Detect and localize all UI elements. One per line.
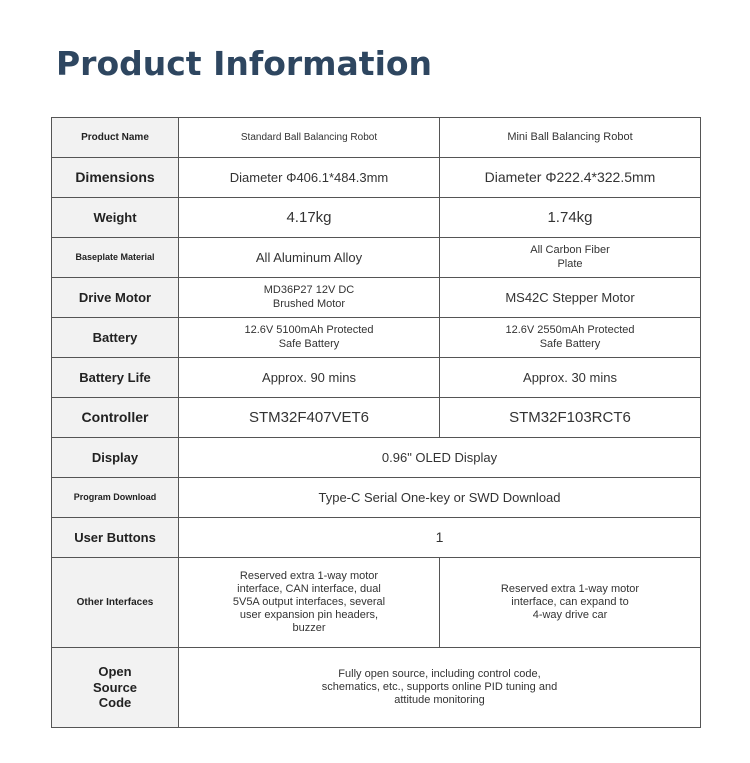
- row-label: Dimensions: [52, 158, 179, 198]
- standard-value: Standard Ball Balancing Robot: [179, 118, 440, 158]
- row-label: Battery Life: [52, 358, 179, 398]
- table-row: [52, 358, 701, 398]
- mini-value: Approx. 30 mins: [440, 358, 701, 398]
- product-spec-table: [51, 117, 701, 728]
- row-label: User Buttons: [52, 518, 179, 558]
- standard-value: 4.17kg: [179, 198, 440, 238]
- table-row: [52, 518, 701, 558]
- mini-value: All Carbon Fiber Plate: [440, 238, 701, 278]
- shared-value: 1: [179, 518, 701, 558]
- table-row: [52, 118, 701, 158]
- standard-value: STM32F407VET6: [179, 398, 440, 438]
- shared-value: Fully open source, including control code, schematics, etc., supports online PID tuning and attitude monitoring: [179, 648, 701, 728]
- row-label: Controller: [52, 398, 179, 438]
- table-row: [52, 398, 701, 438]
- standard-value: Diameter Φ406.1*484.3mm: [179, 158, 440, 198]
- row-label: Program Download: [52, 478, 179, 518]
- row-label: Open Source Code: [52, 648, 179, 728]
- shared-value: Type-C Serial One-key or SWD Download: [179, 478, 701, 518]
- mini-value: Mini Ball Balancing Robot: [440, 118, 701, 158]
- mini-value: STM32F103RCT6: [440, 398, 701, 438]
- table-row: [52, 318, 701, 358]
- table-row: [52, 158, 701, 198]
- table-row: [52, 238, 701, 278]
- row-label: Weight: [52, 198, 179, 238]
- table-row: [52, 278, 701, 318]
- table-row: [52, 198, 701, 238]
- standard-value: All Aluminum Alloy: [179, 238, 440, 278]
- standard-value: MD36P27 12V DC Brushed Motor: [179, 278, 440, 318]
- table-row: [52, 478, 701, 518]
- standard-value: 12.6V 5100mAh Protected Safe Battery: [179, 318, 440, 358]
- table-row: [52, 438, 701, 478]
- shared-value: 0.96" OLED Display: [179, 438, 701, 478]
- standard-value: Approx. 90 mins: [179, 358, 440, 398]
- row-label: Display: [52, 438, 179, 478]
- standard-value: Reserved extra 1-way motor interface, CAN interface, dual 5V5A output interfaces, several user expansion pin headers, buzzer: [179, 558, 440, 648]
- row-label: Baseplate Material: [52, 238, 179, 278]
- table-row: [52, 558, 701, 648]
- mini-value: Diameter Φ222.4*322.5mm: [440, 158, 701, 198]
- row-label: Battery: [52, 318, 179, 358]
- page-title: Product Information: [56, 44, 433, 83]
- row-label: Drive Motor: [52, 278, 179, 318]
- row-label: Other Interfaces: [52, 558, 179, 648]
- mini-value: 1.74kg: [440, 198, 701, 238]
- mini-value: 12.6V 2550mAh Protected Safe Battery: [440, 318, 701, 358]
- row-label: Product Name: [52, 118, 179, 158]
- mini-value: MS42C Stepper Motor: [440, 278, 701, 318]
- mini-value: Reserved extra 1-way motor interface, can expand to 4-way drive car: [440, 558, 701, 648]
- table-row: [52, 648, 701, 728]
